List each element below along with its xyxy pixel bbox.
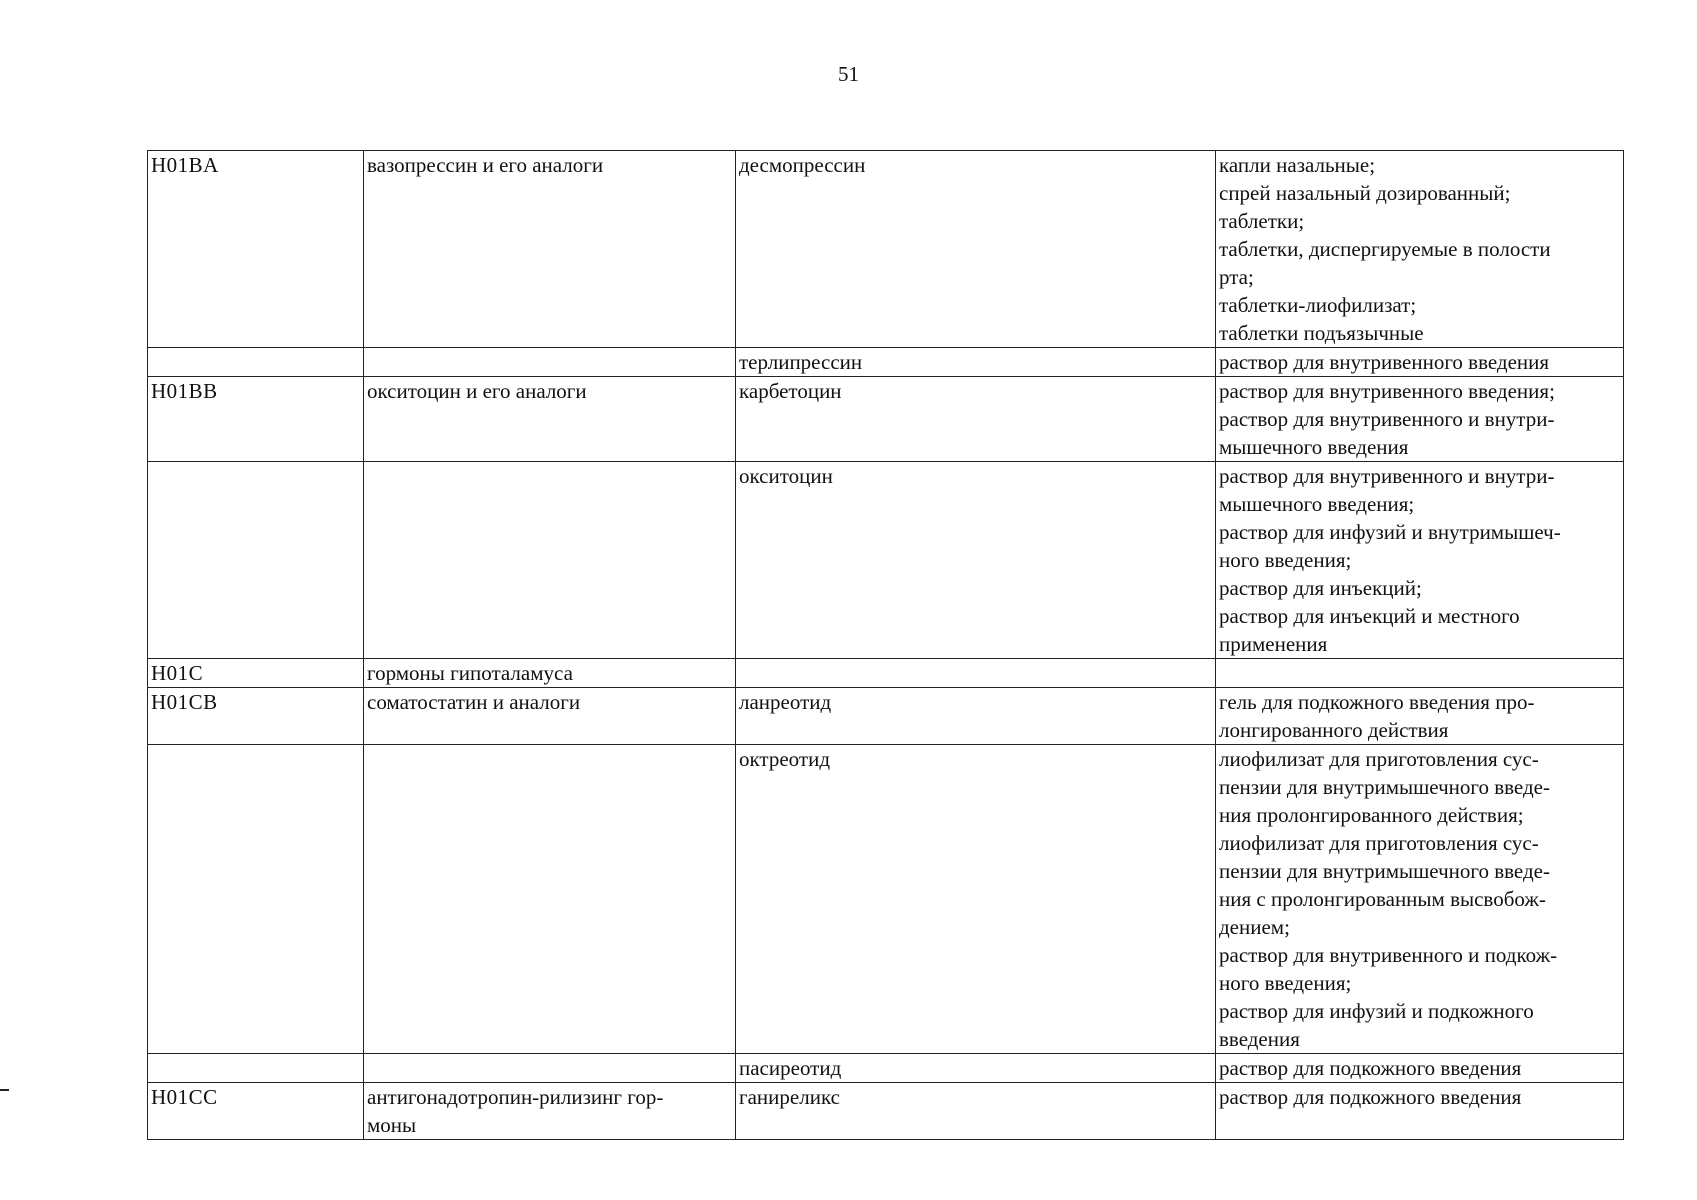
group-cell: соматостатин и аналоги xyxy=(364,688,736,745)
dosage-form-cell xyxy=(1216,462,1624,659)
dosage-form-line: спрей назальный дозированный; xyxy=(1219,181,1511,205)
dosage-form-line: раствор для внутривенного и внутри- xyxy=(1219,464,1555,488)
drug-name-cell: терлипрессин xyxy=(736,348,1216,377)
drug-name-cell: октреотид xyxy=(736,745,1216,1054)
dosage-form-line: ния пролонгированного действия; xyxy=(1219,803,1524,827)
dosage-form-line: раствор для внутривенного и внутри- xyxy=(1219,407,1555,431)
dosage-form-line: ного введения; xyxy=(1219,548,1352,572)
dosage-form-cell xyxy=(1216,1054,1624,1083)
margin-mark xyxy=(0,1089,9,1091)
dosage-form-line: мышечного введения xyxy=(1219,435,1409,459)
dosage-form-cell xyxy=(1216,745,1624,1054)
table-row xyxy=(148,348,1624,377)
drug-name-cell: десмопрессин xyxy=(736,151,1216,348)
group-cell: окситоцин и его аналоги xyxy=(364,377,736,462)
dosage-form-cell xyxy=(1216,151,1624,348)
group-cell xyxy=(364,1054,736,1083)
atc-code-cell: H01C xyxy=(148,659,364,688)
table-row xyxy=(148,462,1624,659)
table-body xyxy=(148,151,1624,1140)
table-row xyxy=(148,151,1624,348)
atc-code-cell xyxy=(148,745,364,1054)
dosage-form-line: таблетки подъязычные xyxy=(1219,321,1424,345)
atc-code-cell xyxy=(148,462,364,659)
dosage-form-cell xyxy=(1216,659,1624,688)
table-row xyxy=(148,377,1624,462)
drug-name-cell: ганиреликс xyxy=(736,1083,1216,1140)
dosage-form-line: пензии для внутримышечного введе- xyxy=(1219,775,1550,799)
dosage-form-line: лиофилизат для приготовления сус- xyxy=(1219,747,1539,771)
dosage-form-line: таблетки, диспергируемые в полости xyxy=(1219,237,1551,261)
atc-code-cell: H01BB xyxy=(148,377,364,462)
atc-code-cell xyxy=(148,1054,364,1083)
drug-name-cell: карбетоцин xyxy=(736,377,1216,462)
group-line: моны xyxy=(367,1113,417,1137)
dosage-form-line: гель для подкожного введения про- xyxy=(1219,690,1535,714)
group-cell xyxy=(364,348,736,377)
group-line: антигонадотропин-рилизинг гор- xyxy=(367,1085,664,1109)
dosage-form-line: раствор для инъекций; xyxy=(1219,576,1422,600)
dosage-form-line: лонгированного действия xyxy=(1219,718,1449,742)
dosage-form-line: пензии для внутримышечного введе- xyxy=(1219,859,1550,883)
dosage-form-line: ния с пролонгированным высвобож- xyxy=(1219,887,1546,911)
dosage-form-line: раствор для инфузий и подкожного xyxy=(1219,999,1534,1023)
table-row xyxy=(148,1054,1624,1083)
dosage-form-line: дением; xyxy=(1219,915,1290,939)
dosage-form-line: раствор для подкожного введения xyxy=(1219,1056,1522,1080)
drug-table xyxy=(147,150,1624,1140)
dosage-form-line: таблетки; xyxy=(1219,209,1305,233)
drug-name-cell xyxy=(736,659,1216,688)
table-row xyxy=(148,659,1624,688)
table-row xyxy=(148,1083,1624,1140)
group-cell xyxy=(364,1083,736,1140)
dosage-form-line: раствор для инъекций и местного xyxy=(1219,604,1520,628)
dosage-form-line: раствор для инфузий и внутримышеч- xyxy=(1219,520,1561,544)
table-row xyxy=(148,745,1624,1054)
table-row xyxy=(148,688,1624,745)
dosage-form-line: раствор для внутривенного введения; xyxy=(1219,379,1555,403)
dosage-form-cell xyxy=(1216,688,1624,745)
atc-code-cell: H01CC xyxy=(148,1083,364,1140)
dosage-form-line: раствор для подкожного введения xyxy=(1219,1085,1522,1109)
group-cell xyxy=(364,462,736,659)
dosage-form-cell xyxy=(1216,348,1624,377)
dosage-form-cell xyxy=(1216,377,1624,462)
dosage-form-line: ного введения; xyxy=(1219,971,1352,995)
atc-code-cell xyxy=(148,348,364,377)
group-cell: гормоны гипоталамуса xyxy=(364,659,736,688)
dosage-form-cell xyxy=(1216,1083,1624,1140)
atc-code-cell: H01BA xyxy=(148,151,364,348)
group-cell xyxy=(364,745,736,1054)
drug-name-cell: пасиреотид xyxy=(736,1054,1216,1083)
dosage-form-line: капли назальные; xyxy=(1219,153,1376,177)
dosage-form-line: лиофилизат для приготовления сус- xyxy=(1219,831,1539,855)
dosage-form-line: рта; xyxy=(1219,265,1254,289)
drug-name-cell: ланреотид xyxy=(736,688,1216,745)
atc-code-cell: H01CB xyxy=(148,688,364,745)
dosage-form-line: таблетки-лиофилизат; xyxy=(1219,293,1417,317)
group-cell: вазопрессин и его аналоги xyxy=(364,151,736,348)
drug-name-cell: окситоцин xyxy=(736,462,1216,659)
dosage-form-line: раствор для внутривенного и подкож- xyxy=(1219,943,1558,967)
dosage-form-line: введения xyxy=(1219,1027,1300,1051)
page-number: 51 xyxy=(838,62,859,86)
dosage-form-line: раствор для внутривенного введения xyxy=(1219,350,1550,374)
dosage-form-line: мышечного введения; xyxy=(1219,492,1415,516)
dosage-form-line: применения xyxy=(1219,632,1328,656)
